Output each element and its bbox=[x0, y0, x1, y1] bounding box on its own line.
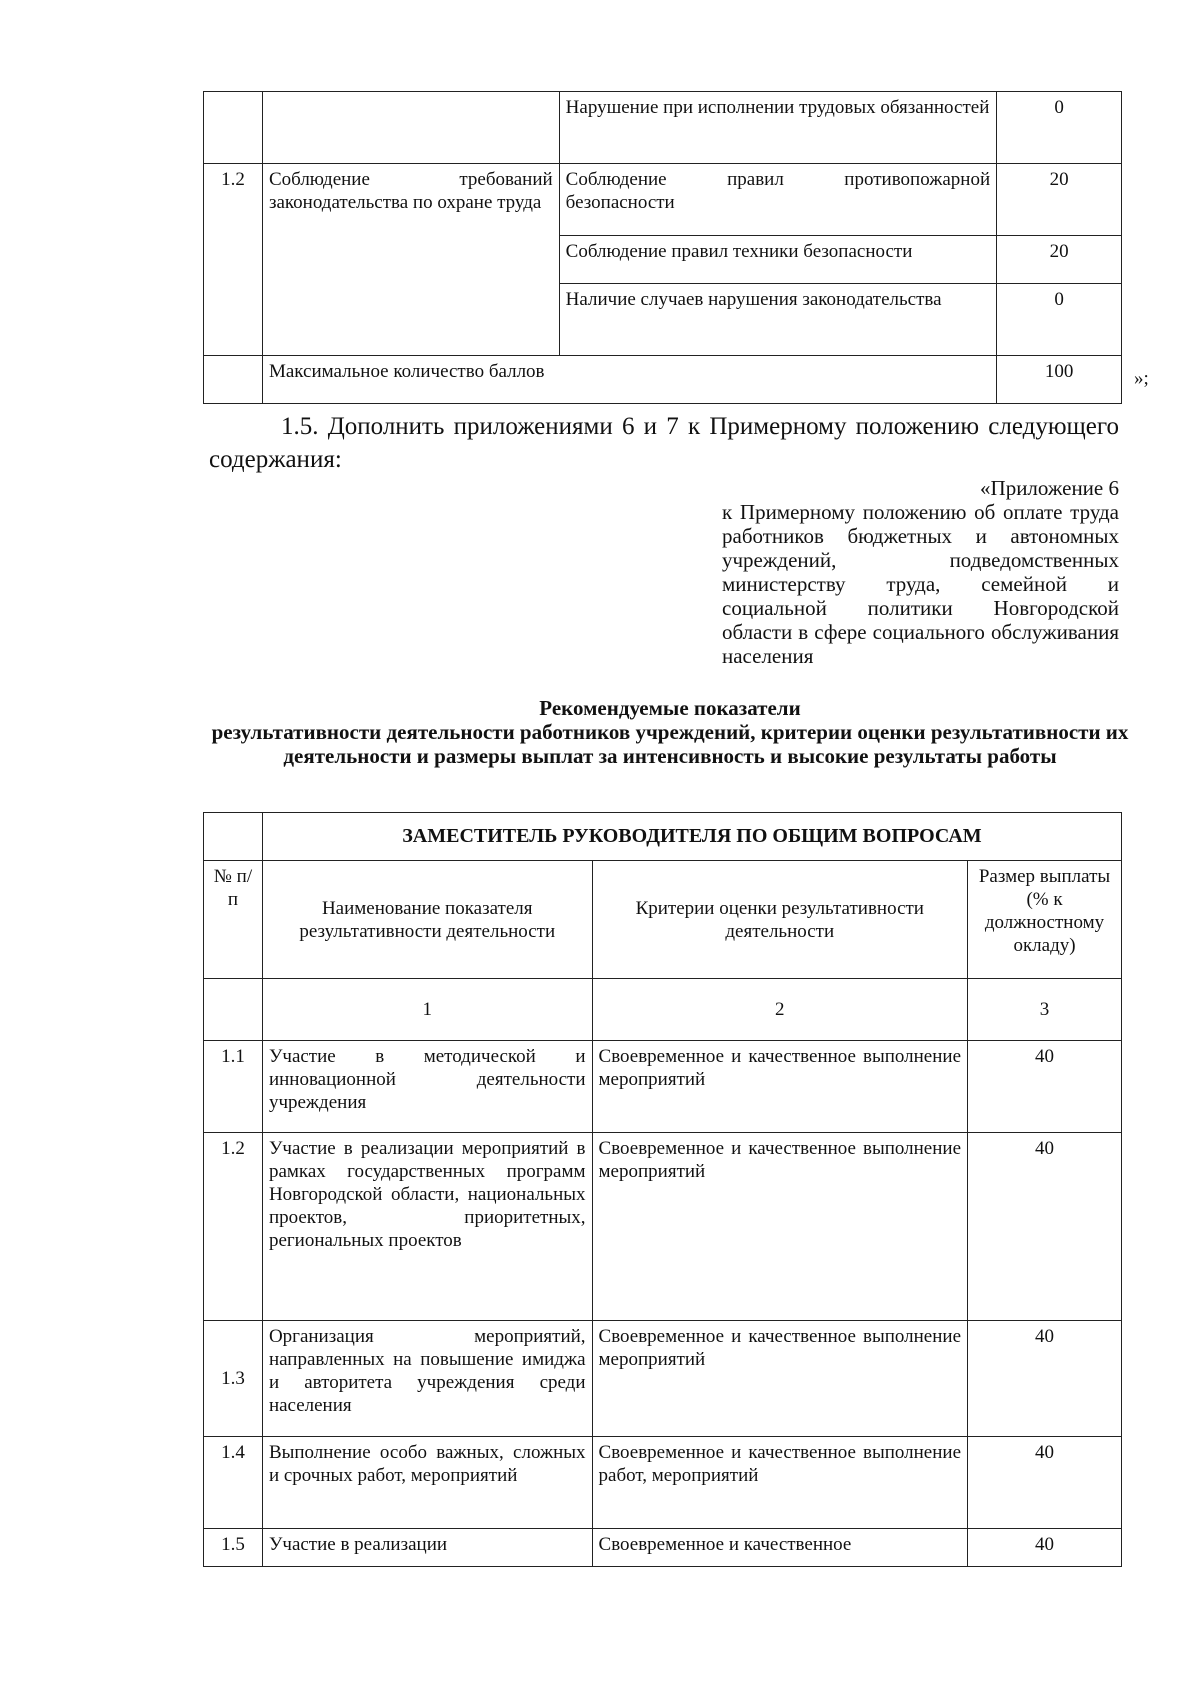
appendix-text: к Примерному положению об оплате труда работников бюджетных и автономных учреждений, подведомственных министерству труда, семейной и социальной политики Новгородской области в сфере социального обслуживания населения bbox=[722, 500, 1119, 668]
top-table bbox=[203, 91, 1122, 404]
col-number: 1 bbox=[262, 979, 592, 1041]
document-heading bbox=[200, 696, 1140, 768]
col-number: 3 bbox=[968, 979, 1122, 1041]
header-criterion: Критерии оценки результативности деятельности bbox=[592, 861, 967, 979]
table-row bbox=[204, 1321, 1122, 1437]
total-value: 100 bbox=[997, 356, 1122, 404]
cell-indicator: Участие в реализации bbox=[262, 1529, 592, 1567]
cell-num: 1.1 bbox=[204, 1041, 263, 1133]
cell-indicator: Выполнение особо важных, сложных и срочных работ, мероприятий bbox=[262, 1437, 592, 1529]
heading-line2: результативности деятельности работников учреждений, критерии оценки результативности их деятельности и размеры выплат за интенсивность и высокие результаты работы bbox=[211, 720, 1129, 768]
cell-value: 40 bbox=[968, 1133, 1122, 1321]
cell-criterion: Нарушение при исполнении трудовых обязанностей bbox=[559, 92, 996, 164]
cell-empty bbox=[204, 356, 263, 404]
main-table bbox=[203, 812, 1122, 1567]
cell-empty bbox=[204, 813, 263, 861]
cell-indicator: Соблюдение требований законодательства по охране труда bbox=[262, 164, 559, 356]
cell-value: 40 bbox=[968, 1041, 1122, 1133]
cell-value: 0 bbox=[997, 284, 1122, 356]
section-title: ЗАМЕСТИТЕЛЬ РУКОВОДИТЕЛЯ ПО ОБЩИМ ВОПРОСАМ bbox=[262, 813, 1121, 861]
cell-num: 1.3 bbox=[204, 1321, 263, 1437]
appendix-title: «Приложение 6 bbox=[980, 476, 1119, 500]
cell-criterion: Своевременное и качественное выполнение мероприятий bbox=[592, 1321, 967, 1437]
cell-num bbox=[204, 92, 263, 164]
header-num: № п/п bbox=[204, 861, 263, 979]
cell-num: 1.2 bbox=[204, 1133, 263, 1321]
cell-value: 40 bbox=[968, 1321, 1122, 1437]
cell-value: 40 bbox=[968, 1529, 1122, 1567]
cell-criterion: Соблюдение правил противопожарной безопасности bbox=[559, 164, 996, 236]
cell-value: 40 bbox=[968, 1437, 1122, 1529]
table-row bbox=[204, 1437, 1122, 1529]
cell-criterion: Своевременное и качественное bbox=[592, 1529, 967, 1567]
table-row bbox=[204, 1133, 1122, 1321]
cell-criterion: Своевременное и качественное выполнение мероприятий bbox=[592, 1041, 967, 1133]
table-row bbox=[204, 1041, 1122, 1133]
cell-value: 20 bbox=[997, 236, 1122, 284]
col-number: 2 bbox=[592, 979, 967, 1041]
cell-criterion: Наличие случаев нарушения законодательства bbox=[559, 284, 996, 356]
cell-criterion: Соблюдение правил техники безопасности bbox=[559, 236, 996, 284]
cell-value: 0 bbox=[997, 92, 1122, 164]
amendment-paragraph: 1.5. Дополнить приложениями 6 и 7 к Примерному положению следующего содержания: bbox=[209, 413, 1119, 473]
cell-num: 1.4 bbox=[204, 1437, 263, 1529]
table-row bbox=[204, 1529, 1122, 1567]
cell-indicator: Участие в реализации мероприятий в рамках государственных программ Новгородской области, национальных проектов, приоритетных, региональных проектов bbox=[262, 1133, 592, 1321]
heading-line1: Рекомендуемые показатели bbox=[539, 696, 801, 720]
cell-num: 1.2 bbox=[204, 164, 263, 356]
total-label: Максимальное количество баллов bbox=[262, 356, 996, 404]
appendix-block bbox=[722, 476, 1119, 668]
cell-indicator: Организация мероприятий, направленных на повышение имиджа и авторитета учреждения среди населения bbox=[262, 1321, 592, 1437]
closing-quote: »; bbox=[1134, 368, 1149, 389]
cell-criterion: Своевременное и качественное выполнение работ, мероприятий bbox=[592, 1437, 967, 1529]
cell-indicator bbox=[262, 92, 559, 164]
cell-num: 1.5 bbox=[204, 1529, 263, 1567]
cell-value: 20 bbox=[997, 164, 1122, 236]
header-value: Размер выплаты (% к должностному окладу) bbox=[968, 861, 1122, 979]
header-indicator: Наименование показателя результативности деятельности bbox=[262, 861, 592, 979]
cell-indicator: Участие в методической и инновационной деятельности учреждения bbox=[262, 1041, 592, 1133]
cell-criterion: Своевременное и качественное выполнение мероприятий bbox=[592, 1133, 967, 1321]
cell-empty bbox=[204, 979, 263, 1041]
